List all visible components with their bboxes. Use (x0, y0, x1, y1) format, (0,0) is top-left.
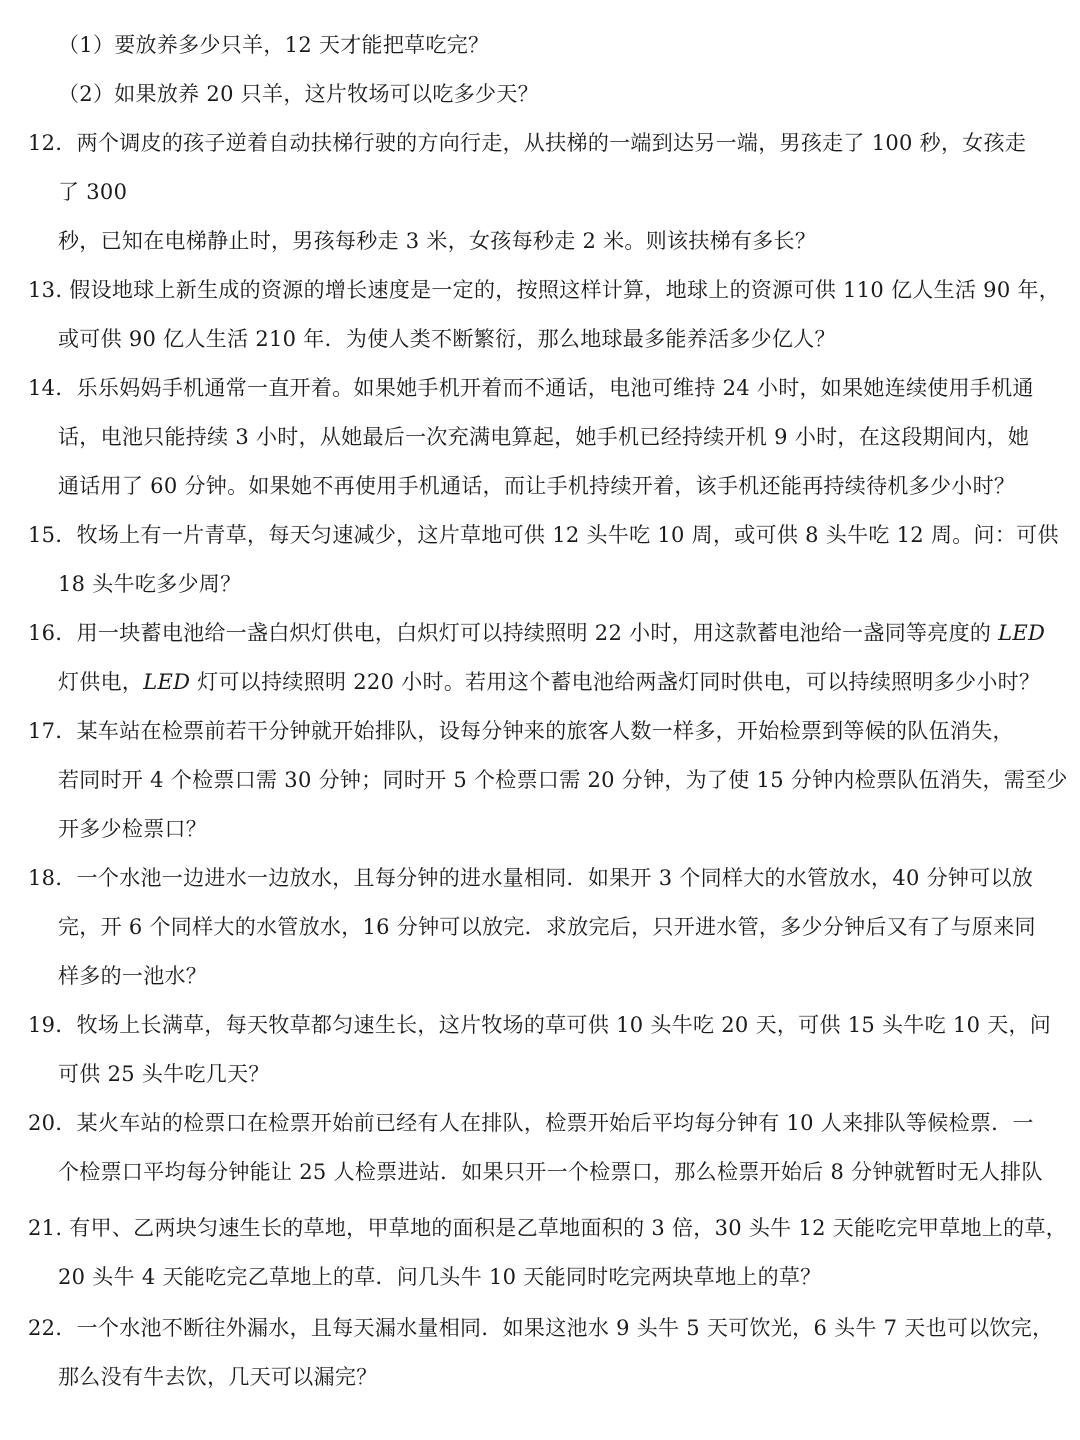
question-15-line-1: 15．牧场上有一片青草，每天匀速减少，这片草地可供 12 头牛吃 10 周，或可供 8 头牛吃 12 周。问：可供 (28, 523, 1059, 547)
question-17-line-2: 若同时开 4 个检票口需 30 分钟；同时开 5 个检票口需 20 分钟，为了使 15 分钟内检票队伍消失，需至少 (58, 768, 1068, 792)
question-13-line-1: 13. 假设地球上新生成的资源的增长速度是一定的，按照这样计算，地球上的资源可供 110 亿人生活 90 年， (28, 278, 1061, 302)
question-22-line-1: 22．一个水池不断往外漏水，且每天漏水量相同．如果这池水 9 头牛 5 天可饮光，6 头牛 7 天也可以饮完， (28, 1316, 1054, 1340)
question-18-line-1: 18．一个水池一边进水一边放水，且每分钟的进水量相同．如果开 3 个同样大的水管放水，40 分钟可以放 (28, 866, 1034, 890)
subquestion-2: （2）如果放养 20 只羊，这片牧场可以吃多少天？ (58, 82, 539, 106)
question-17-line-1: 17．某车站在检票前若干分钟就开始排队，设每分钟来的旅客人数一样多，开始检票到等候的队伍消失， (28, 719, 1014, 743)
question-12-line-1: 12．两个调皮的孩子逆着自动扶梯行驶的方向行走，从扶梯的一端到达另一端，男孩走了 100 秒，女孩走 (28, 131, 1027, 155)
question-16-line-2-end: 灯可以持续照明 220 小时。若用这个蓄电池给两盏灯同时供电，可以持续照明多少小时？ (190, 670, 1041, 694)
question-16-line-2-start: 灯供电， (58, 670, 144, 694)
question-16-line-1 (28, 619, 1045, 647)
question-19-line-1: 19．牧场上长满草，每天牧草都匀速生长，这片牧场的草可供 10 头牛吃 20 天，可供 15 头牛吃 10 天，问 (28, 1013, 1052, 1037)
question-14-line-3: 通话用了 60 分钟。如果她不再使用手机通话，而让手机持续开着，该手机还能再持续待机多少小时？ (58, 474, 1016, 498)
question-17-line-3: 开多少检票口？ (58, 817, 208, 841)
question-12-line-2: 了 300 (58, 180, 128, 204)
question-20-line-2: 个检票口平均每分钟能让 25 人检票进站．如果只开一个检票口，那么检票开始后 8 分钟就暂时无人排队 (58, 1160, 1043, 1184)
question-22-line-2: 那么没有牛去饮，几天可以漏完？ (58, 1365, 378, 1389)
question-12-line-3: 秒，已知在电梯静止时，男孩每秒走 3 米，女孩每秒走 2 米。则该扶梯有多长？ (58, 229, 817, 253)
led-term: LED (998, 621, 1046, 645)
question-14-line-1: 14．乐乐妈妈手机通常一直开着。如果她手机开着而不通话，电池可维持 24 小时，如果她连续使用手机通 (28, 376, 1034, 400)
question-21-line-2: 20 头牛 4 天能吃完乙草地上的草．问几头牛 10 天能同时吃完两块草地上的草？ (58, 1265, 822, 1289)
subquestion-1: （1）要放养多少只羊，12 天才能把草吃完？ (58, 33, 490, 57)
question-13-line-2: 或可供 90 亿人生活 210 年．为使人类不断繁衍，那么地球最多能养活多少亿人？ (58, 327, 836, 351)
question-14-line-2: 话，电池只能持续 3 小时，从她最后一次充满电算起，她手机已经持续开机 9 小时，在这段期间内，她 (58, 425, 1030, 449)
question-18-line-2: 完，开 6 个同样大的水管放水，16 分钟可以放完．求放完后，只开进水管，多少分钟后又有了与原来同 (58, 915, 1036, 939)
question-18-line-3: 样多的一池水？ (58, 964, 208, 988)
question-15-line-2: 18 头牛吃多少周？ (58, 572, 242, 596)
question-16-line-2 (58, 668, 1040, 696)
led-term: LED (143, 670, 191, 694)
question-20-line-1: 20．某火车站的检票口在检票开始前已经有人在排队，检票开始后平均每分钟有 10 人来排队等候检票．一 (28, 1111, 1034, 1135)
question-21-line-1: 21. 有甲、乙两块匀速生长的草地，甲草地的面积是乙草地面积的 3 倍，30 头牛 12 天能吃完甲草地上的草， (28, 1216, 1068, 1240)
question-19-line-2: 可供 25 头牛吃几天？ (58, 1062, 270, 1086)
question-16-line-1-text: 16．用一块蓄电池给一盏白炽灯供电，白炽灯可以持续照明 22 小时，用这款蓄电池给一盏同等亮度的 (28, 621, 999, 645)
